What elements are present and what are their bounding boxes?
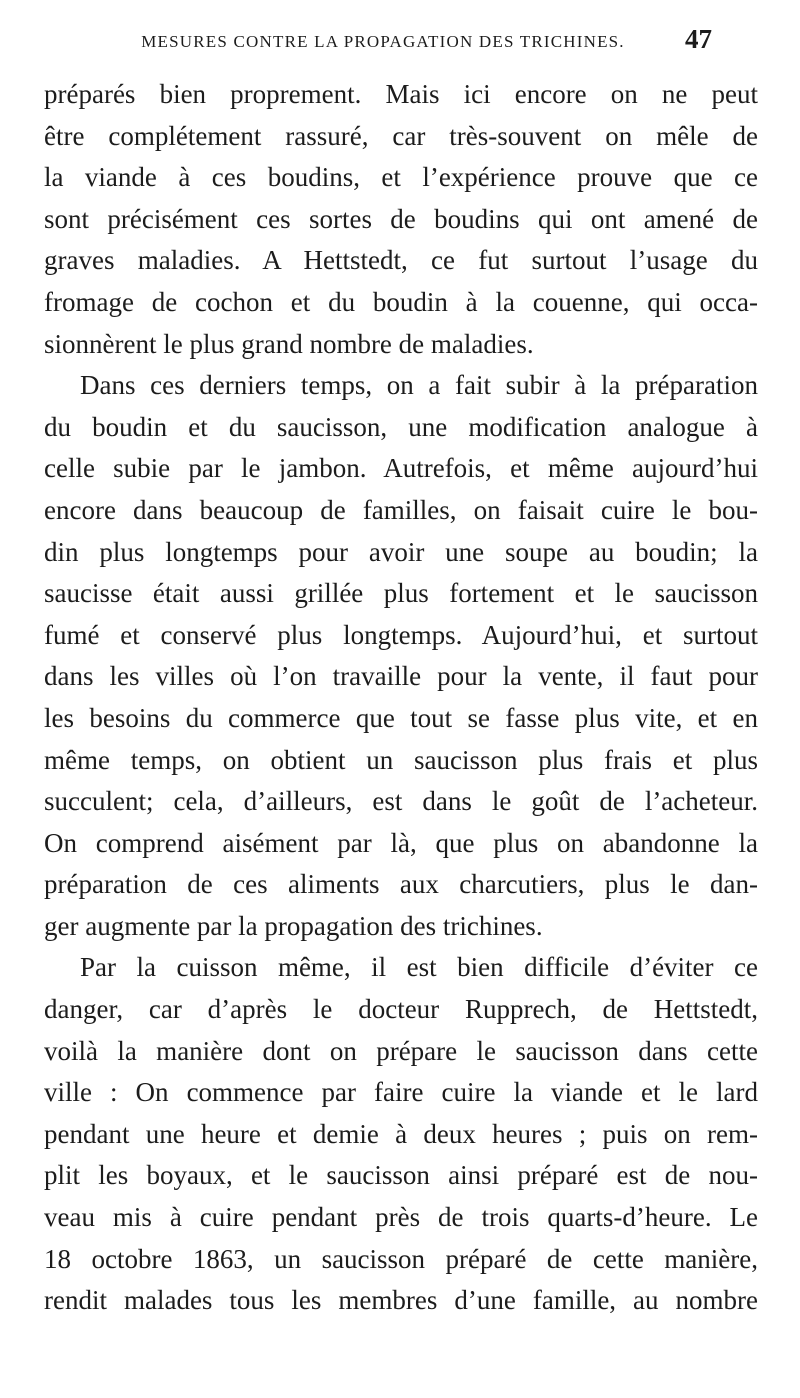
text-line: fromage de cochon et du boudin à la couenne, qui occa- — [44, 286, 758, 317]
text-line: On comprend aisément par là, que plus on abandonne la — [44, 827, 758, 858]
text-line: sont précisément ces sortes de boudins qui ont amené de — [44, 203, 758, 234]
text-line: Par la cuisson même, il est bien difficile d’éviter ce — [80, 952, 758, 983]
text-line: rendit malades tous les membres d’une famille, au nombre — [44, 1285, 758, 1316]
text-line: les besoins du commerce que tout se fasse plus vite, et en — [44, 702, 758, 733]
text-line: préparation de ces aliments aux charcutiers, plus le dan- — [44, 869, 758, 900]
text-line: graves maladies. A Hettstedt, ce fut surtout l’usage du — [44, 245, 758, 276]
text-line: être complétement rassuré, car très-souvent on mêle de — [44, 120, 758, 151]
text-line: pendant une heure et demie à deux heures ; puis on rem- — [44, 1118, 758, 1149]
text-line: din plus longtemps pour avoir une soupe au boudin; la — [44, 536, 758, 567]
text-line: plit les boyaux, et le saucisson ainsi préparé est de nou- — [44, 1160, 758, 1191]
text-line: saucisse était aussi grillée plus fortement et le saucisson — [44, 578, 758, 609]
text-line: encore dans beaucoup de familles, on faisait cuire le bou- — [44, 494, 758, 525]
text-line: 18 octobre 1863, un saucisson préparé de cette manière, — [44, 1243, 758, 1274]
body-text — [44, 74, 758, 1322]
text-line: même temps, on obtient un saucisson plus frais et plus — [44, 744, 758, 775]
page-number: 47 — [685, 24, 712, 54]
text-line: danger, car d’après le docteur Rupprech, de Hettstedt, — [44, 994, 758, 1025]
running-title: MESURES CONTRE LA PROPAGATION DES TRICHINES. — [141, 32, 625, 51]
text-line: succulent; cela, d’ailleurs, est dans le goût de l’acheteur. — [44, 786, 758, 817]
text-line: voilà la manière dont on prépare le saucisson dans cette — [44, 1035, 758, 1066]
text-line: dans les villes où l’on travaille pour la vente, il faut pour — [44, 661, 758, 692]
text-line: fumé et conservé plus longtemps. Aujourd’hui, et surtout — [44, 619, 758, 650]
text-line: celle subie par le jambon. Autrefois, et même aujourd’hui — [44, 453, 758, 484]
text-line: sionnèrent le plus grand nombre de maladies. — [44, 328, 534, 359]
text-line: veau mis à cuire pendant près de trois quarts-d’heure. Le — [44, 1202, 758, 1233]
text-line: la viande à ces boudins, et l’expérience prouve que ce — [44, 162, 758, 193]
text-line: Dans ces derniers temps, on a fait subir à la préparation — [80, 370, 758, 401]
running-header — [88, 24, 712, 58]
text-line: ger augmente par la propagation des trichines. — [44, 910, 543, 941]
text-line: préparés bien proprement. Mais ici encore on ne peut — [44, 79, 758, 109]
text-line: ville : On commence par faire cuire la viande et le lard — [44, 1077, 758, 1108]
text-line: du boudin et du saucisson, une modification analogue à — [44, 411, 758, 442]
